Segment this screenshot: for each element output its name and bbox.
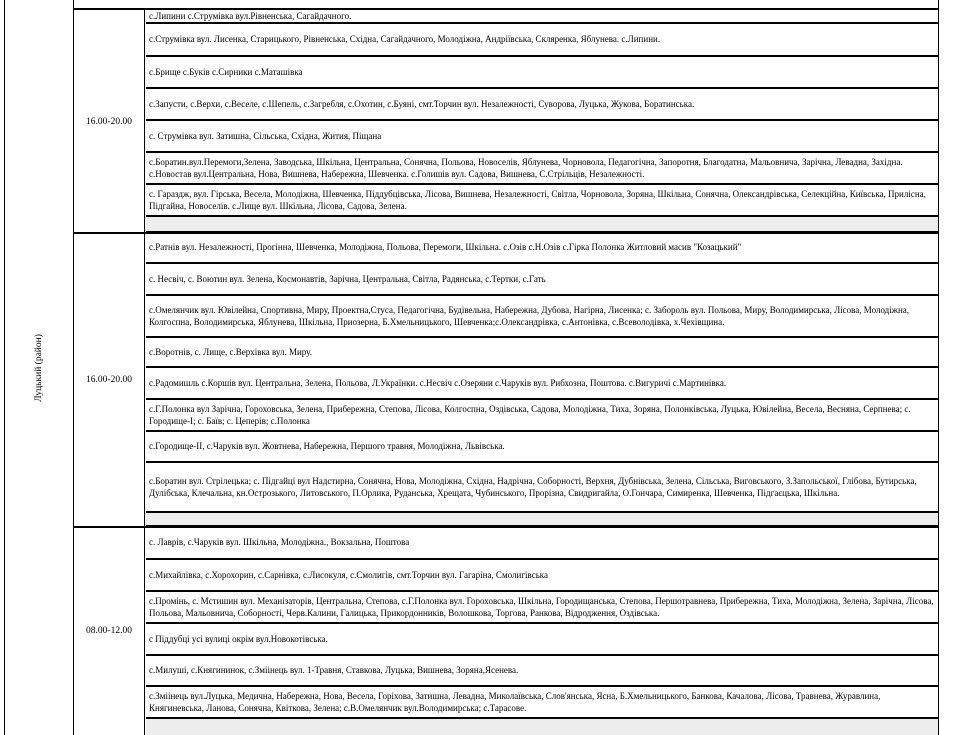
spacer-row [146,719,938,735]
table-row: с.Воротнів, с. Лище, с.Верхівка вул. Миру. [146,338,938,368]
table-row: с. Лаврів, с.Чаруків вул. Шкільна, Молодіжна., Вокзальна, Поштова [146,527,938,560]
spacer-row [146,513,938,527]
time-cell: 16.00-20.00 [74,10,145,233]
table-row: с.Боратин вул. Стрілецька; с. Підгайці вул Надстирна, Сонячна, Нова, Молодіжна, Східна, Надрічна, Соборності, Верхня, Дубнівська, Зелена, Сільська, Виговського, З.Запольської, Глібова, Бутирська, Дулібська, Клечальна, кн.Острозького, Литовського, П.Орлика, Руданська, Хрещата, Чубинського, Прорізна, Свидригайла, О.Гончара, Симиренка, Шевченка, Підгаєцька, Шкільна. [146,463,938,513]
table-row: с.Липини с.Струмівка вул.Рівненська, Сагайдачного. [146,10,938,24]
time-group-1 [74,10,938,233]
region-label: Луцький (район) [34,333,44,402]
region-cell [5,0,73,735]
address-rows [146,527,938,735]
table-row: с. Струмівка вул. Затишна, Сільська, Східна, Жития, Піщана [146,121,938,153]
table-row: с.Промінь, с. Мстишин вул. Механізаторів, Центральна, Степова, с.Г.Полонка вул. Гороховська, Шкільна, Городищанська, Степова, Першотравнева, Прибережна, Тиха, Молодіжна, Зелена, Зарічна, Лісова, Польова, Мальовнича, Соборності, Черв.Калини, Галицька, Прикордонників, Волошкова, Торгова, Ранкова, Відродження, Оздівська. [146,592,938,624]
spacer-row [146,217,938,233]
table-row: с. Несвіч, с. Воютин вул. Зелена, Космонавтів, Зарічна, Центральна, Світла, Радянська, с.Тертки, с.Гать [146,264,938,296]
table-right-border [938,0,939,735]
time-group-2 [74,233,938,527]
time-cell: 16.00-20.00 [74,233,145,527]
table-row: с Піддубці усі вулиці окрім вул.Новокотівська. [146,624,938,656]
time-group-3 [74,527,938,735]
group-separator [74,232,938,234]
table-row: с.Г.Полонка вул Зарічна, Гороховська, Зелена, Прибережна, Степова, Лісова, Колгоспна, Оздівська, Садова, Молодіжна, Тиха, Зоряна, Полонківська, Луцька, Ювілейна, Весела, Веснянa, Серпнева; с. Городище-І; с. Баїв; с. Цеперів; с.Полонка [146,400,938,432]
table-row: с.Омелянчик вул. Ювілейна, Спортивна, Миру, Проектна,Стуса, Педагогічна, Будівельна, Набережна, Дубова, Нагірна, Лисенка; с. Забороль вул. Польова, Миру, Володимирська, Лісова, Молодіжна, Колгоспна, Володимирська, Яблунева, Шкільна, Приозерна, Б.Хмельницького, Шевченка;с.Олександрівка, с.Антонівка, с.Всеволодівка, х.Чехівщина. [146,296,938,338]
table-row: с.Боратин.вул.Перемоги,Зелена, Заводська, Шкільна, Центральна, Сонячна, Польова, Новоселів, Яблунева, Чорновола, Педагогічна, Запоротня, Благодатна, Мальовнича, Зарічна, Левадна, Західна. с.Новостав вул.Центральна, Нова, Вишнева, Набережна, Шевченка. с.Голишів вул. Садова, Вишнева, С.Стрільців, Незалежності. [146,153,938,185]
table-row: с.Струмівка вул. Лисенка, Старицького, Рівненська, Східна, Сагайдачного, Молодіжна, Андріївська, Скляренка, Яблунева. с.Липини. [146,24,938,57]
address-rows [146,233,938,527]
table-row: с.Ратнів вул. Незалежності, Прогінна, Шевченка, Молодіжна, Польова, Перемоги, Шкільна. с.Озів с.Н.Озів с.Гірка Полонка Житловий масив "Козацький" [146,233,938,264]
table-row: с.Зміінець вул.Луцька, Медична, Набережна, Нова, Весела, Горіхова, Затишна, Левадна, Миколаївська, Слов'янська, Ясна, Б.Хмельницького, Банкова, Качалова, Лісова, Травнева, Журавлина, Княгиневська, Ланова, Сонячна, Квіткова, Зелена; с.В.Омелянчик вул.Володимирська; с.Тарасове. [146,687,938,719]
table-row: с.Милуші, с.Княгининок, с.Зміінець вул. 1-Травня, Ставкова, Луцька, Вишнева, Зоряна,Ясенева. [146,656,938,687]
table-row: с.Брище с.Буків с.Сирники с.Маташівка [146,57,938,89]
time-cell: 08.00-12.00 [74,527,145,735]
table-row: с.Михайлівка, с.Хорохорин, с.Сарнівка, с.Лисокуля, с.Смолигів, смт.Торчин вул. Гагаріна, Смолигівська [146,560,938,592]
table-row: с.Запусти, с.Верхи, с.Веселе, с.Шепель, с.Загребля, с.Охотин, с.Буяні, смт.Торчин вул. Незалежності, Суворова, Луцька, Жукова, Боратинська. [146,89,938,121]
table-row: с.Радомишль с.Коршів вул. Центральна, Зелена, Польова, Л.Українки. с.Несвіч с.Озеряни с.Чаруків вул. Рибхозна, Поштова. с.Вигуричі с.Мартинівка. [146,368,938,400]
table-row: с.Городище-ІІ, с.Чаруків вул. Жовтнева, Набережна, Першого травня, Молодіжна, Львівська. [146,432,938,463]
table-row: с. Гараздж, вул. Гірська, Весела, Молодіжна, Шевченка, Піддубцівська, Лісова, Вишнева, Незалежності, Світла, Чорновола, Зоряна, Шкільна, Сонячна, Олександрівська, Селекційна, Київська, Прилісна, Підгайна, Новоселів. с.Лище вул. Шкільна, Лісова, Садова, Зелена. [146,185,938,217]
group-separator [74,526,938,528]
address-rows [146,10,938,233]
